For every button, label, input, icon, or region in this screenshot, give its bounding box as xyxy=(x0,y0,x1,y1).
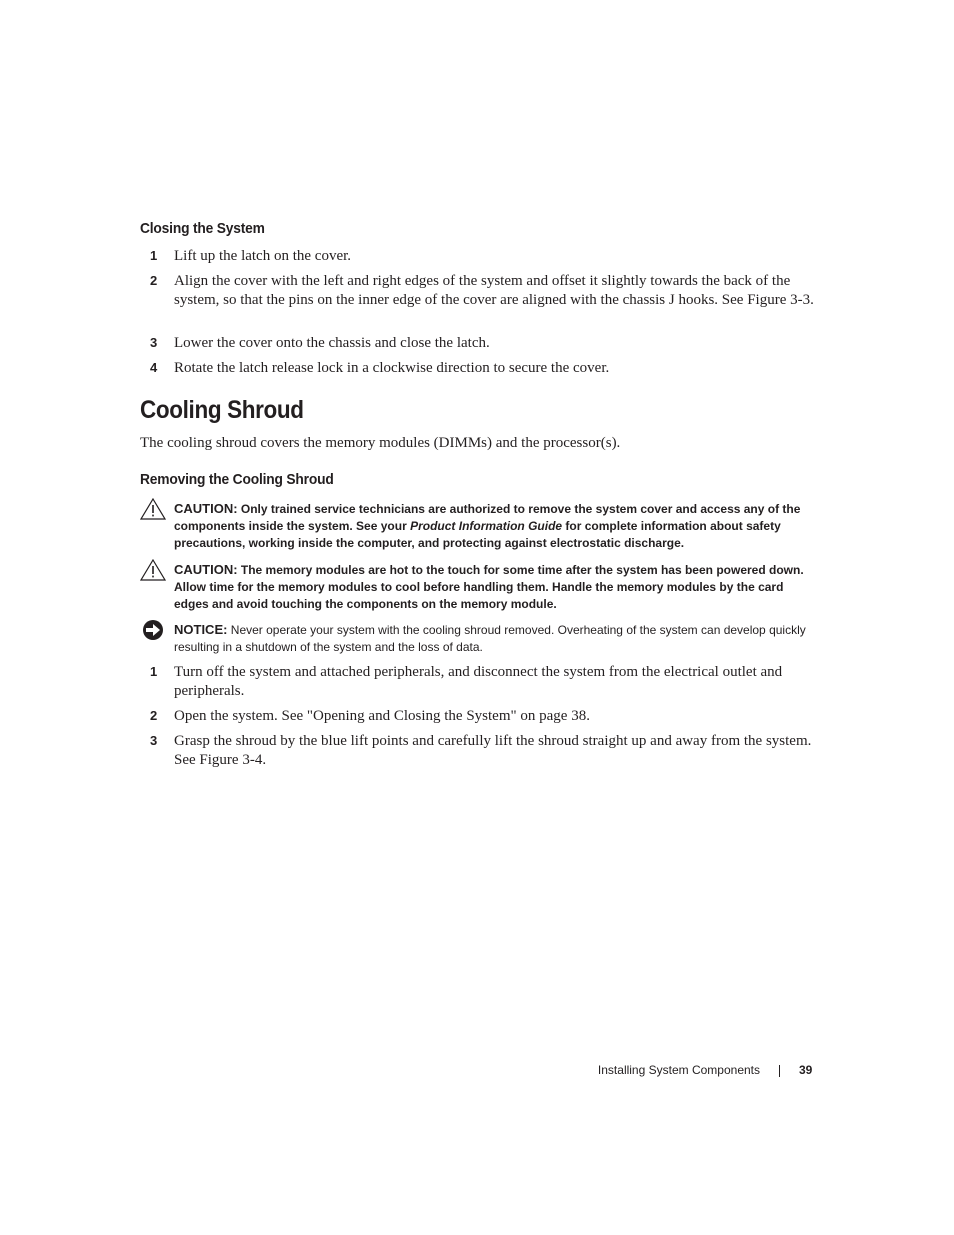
caution-text-a: Only trained service technicians are authorized to remove the system cover and access any of the components inside the system. See your xyxy=(174,502,801,533)
step-number: 2 xyxy=(150,708,158,723)
step-text: Lift up the latch on the cover. xyxy=(174,248,352,264)
step-number: 4 xyxy=(150,360,158,375)
caution-text xyxy=(174,500,819,552)
caution-icon xyxy=(140,559,166,581)
step-number: 1 xyxy=(150,664,158,679)
caution-label: CAUTION: xyxy=(174,562,238,577)
step-text: Grasp the shroud by the blue lift points and carefully lift the shroud straight up and away from the system. See Figure 3-4. xyxy=(174,733,812,768)
step-text: Rotate the latch release lock in a clockwise direction to secure the cover. xyxy=(174,360,610,376)
caution-italic-title: Product Information Guide xyxy=(410,519,563,533)
step-text: Align the cover with the left and right edges of the system and offset it slightly towards the back of the system, so that the pins on the inner edge of the cover are aligned with the chassis J hooks. See Figure 3-3. xyxy=(174,273,814,308)
page-number: 39 xyxy=(799,1063,813,1077)
footer-divider xyxy=(779,1065,780,1077)
page-footer xyxy=(0,1063,954,1081)
caution-text-b: for complete information about safety precautions, working inside the computer, and protecting against electrostatic discharge. xyxy=(174,519,781,550)
step-number: 1 xyxy=(150,248,158,263)
caution-icon xyxy=(140,498,166,520)
footer-section-title: Installing System Components xyxy=(597,1063,760,1077)
step-text: Lower the cover onto the chassis and close the latch. xyxy=(174,335,490,351)
caution-text xyxy=(174,561,819,613)
notice-label: NOTICE: xyxy=(174,622,228,637)
step-text: Turn off the system and attached peripherals, and disconnect the system from the electrical outlet and peripherals. xyxy=(174,664,783,699)
cooling-intro: The cooling shroud covers the memory modules (DIMMs) and the processor(s). xyxy=(140,435,621,451)
caution-body: The memory modules are hot to the touch for some time after the system has been powered down. Allow time for the memory modules to cool before handling them. Handle the memory modules by the card edges and avoid touching the components on the memory module. xyxy=(174,563,804,611)
step-number: 3 xyxy=(150,733,158,748)
notice-body: Never operate your system with the cooling shroud removed. Overheating of the system can develop quickly resulting in a shutdown of the system and the loss of data. xyxy=(174,623,806,654)
removing-heading: Removing the Cooling Shroud xyxy=(140,471,334,488)
step-number: 2 xyxy=(150,273,158,288)
cooling-heading: Cooling Shroud xyxy=(140,396,304,424)
step-number: 3 xyxy=(150,335,158,350)
closing-heading: Closing the System xyxy=(140,220,265,237)
caution-label: CAUTION: xyxy=(174,501,238,516)
notice-text xyxy=(174,621,819,656)
notice-arrow-icon xyxy=(140,619,166,641)
step-text: Open the system. See "Opening and Closing the System" on page 38. xyxy=(174,708,590,724)
